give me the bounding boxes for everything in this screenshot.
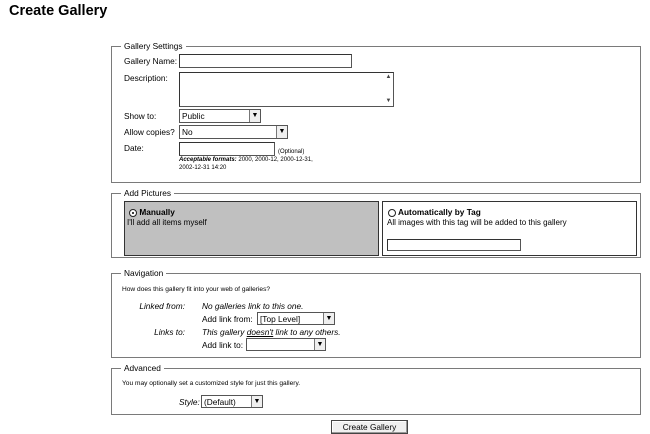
navigation-fieldset xyxy=(111,268,641,358)
linked-from-value: No galleries link to this one. xyxy=(202,301,304,311)
manual-option xyxy=(129,207,175,217)
add-link-to-label: Add link to: xyxy=(202,340,244,350)
gallery-settings-legend: Gallery Settings xyxy=(121,41,186,52)
formats-line1: 2000, 2000-12, 2000-12-31, xyxy=(238,157,313,163)
style-value: (Default) xyxy=(204,397,236,407)
chevron-down-icon: ▼ xyxy=(314,339,325,350)
links-to-prefix: This gallery xyxy=(202,327,245,337)
auto-radio[interactable] xyxy=(388,209,396,217)
style-label: Style: xyxy=(179,397,200,407)
advanced-legend: Advanced xyxy=(121,363,164,374)
gallery-name-label: Gallery Name: xyxy=(124,56,178,66)
auto-option-panel[interactable] xyxy=(382,201,637,256)
chevron-down-icon: ▼ xyxy=(249,110,260,122)
manual-radio[interactable] xyxy=(129,209,137,217)
navigation-question: How does this gallery fit into your web of galleries? xyxy=(122,286,271,293)
show-to-select[interactable] xyxy=(179,109,261,123)
date-formats-line1 xyxy=(179,157,313,163)
linked-from-label: Linked from: xyxy=(139,301,185,311)
page-title: Create Gallery xyxy=(9,3,108,19)
auto-description: All images with this tag will be added to this gallery xyxy=(387,218,567,227)
style-select[interactable] xyxy=(201,395,263,408)
gallery-settings-fieldset xyxy=(111,41,641,183)
show-to-label: Show to: xyxy=(124,111,157,121)
formats-label: Acceptable formats: xyxy=(179,157,237,163)
create-gallery-button[interactable]: Create Gallery xyxy=(331,420,408,434)
links-to-label: Links to: xyxy=(154,327,185,337)
advanced-description: You may optionally set a customized style for just this gallery. xyxy=(122,380,301,387)
links-to-suffix: link to any others. xyxy=(275,327,341,337)
auto-option xyxy=(388,207,481,217)
manual-label: Manually xyxy=(139,207,175,217)
scroll-down-icon[interactable]: ▼ xyxy=(385,98,392,104)
tag-input[interactable] xyxy=(387,239,521,251)
gallery-name-input[interactable] xyxy=(179,54,352,68)
add-link-from-select[interactable] xyxy=(257,312,335,325)
add-pictures-fieldset xyxy=(111,188,641,258)
date-input[interactable] xyxy=(179,142,275,156)
allow-copies-value: No xyxy=(182,127,193,137)
navigation-legend: Navigation xyxy=(121,268,166,279)
manual-description: I'll add all items myself xyxy=(127,218,207,227)
chevron-down-icon: ▼ xyxy=(276,126,287,138)
date-optional-note: (Optional) xyxy=(278,149,305,155)
allow-copies-select[interactable] xyxy=(179,125,288,139)
date-formats-line2: 2002-12-31 14:20 xyxy=(179,165,227,171)
allow-copies-label: Allow copies? xyxy=(124,127,175,137)
links-to-value xyxy=(202,327,341,337)
date-label: Date: xyxy=(124,143,144,153)
manual-option-panel[interactable] xyxy=(124,201,379,256)
scroll-up-icon[interactable]: ▲ xyxy=(385,74,392,80)
chevron-down-icon: ▼ xyxy=(251,396,262,407)
add-link-to-select[interactable] xyxy=(246,338,326,351)
add-pictures-legend: Add Pictures xyxy=(121,188,174,199)
description-label: Description: xyxy=(124,73,168,83)
advanced-fieldset xyxy=(111,363,641,415)
links-to-emphasis: doesn't xyxy=(246,327,274,337)
auto-label: Automatically by Tag xyxy=(398,207,481,217)
chevron-down-icon: ▼ xyxy=(323,313,334,324)
add-link-from-value: [Top Level] xyxy=(260,314,301,324)
description-textarea[interactable] xyxy=(179,72,394,107)
add-link-from-label: Add link from: xyxy=(202,314,253,324)
show-to-value: Public xyxy=(182,111,205,121)
